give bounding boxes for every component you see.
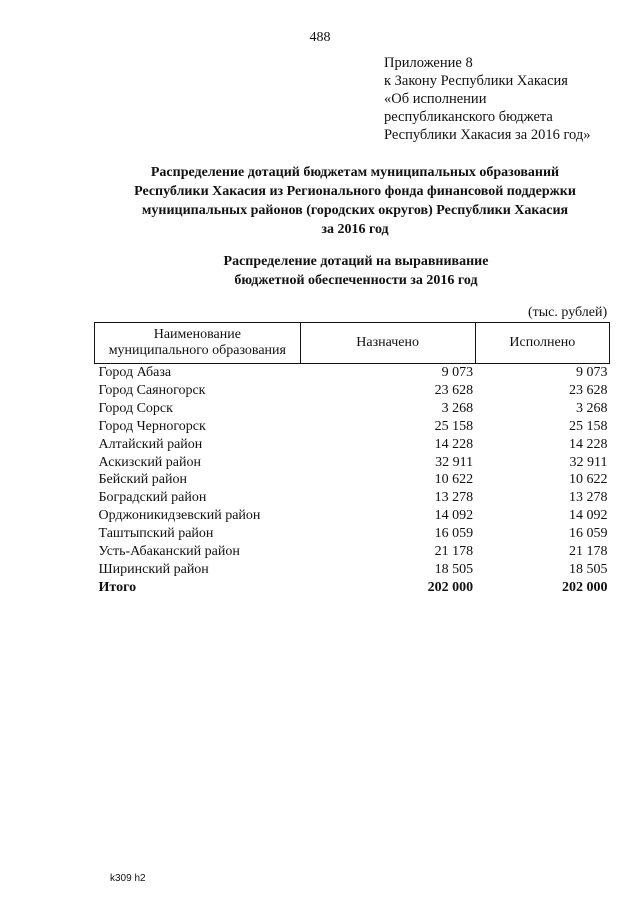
cell-planned: 10 622 — [434, 472, 474, 488]
header-executed: Исполнено — [475, 323, 609, 364]
cell-planned: 21 178 — [434, 544, 474, 560]
cell-name: Итого — [98, 579, 137, 595]
table-row — [95, 471, 610, 489]
table-row — [95, 364, 610, 382]
footer-code: k309 h2 — [110, 873, 146, 884]
cell-planned: 9 073 — [441, 365, 474, 380]
cell-executed: 32 911 — [569, 454, 608, 470]
table-row — [95, 436, 610, 454]
cell-planned: 18 505 — [434, 561, 474, 577]
cell-name: Боградский район — [98, 490, 207, 506]
table-row — [95, 561, 610, 579]
cell-planned: 14 092 — [434, 508, 474, 524]
title-line: Республики Хакасия из Регионального фонда финансовой поддержки — [134, 184, 576, 199]
cell-name: Таштыпский район — [98, 526, 214, 542]
document-title — [0, 163, 640, 239]
cell-executed: 18 505 — [569, 561, 608, 577]
cell-planned: 23 628 — [434, 382, 474, 398]
cell-name: Орджоникидзевский район — [98, 508, 261, 524]
appendix-line: «Об исполнении — [384, 91, 487, 107]
section-title-line: Распределение дотаций на выравнивание — [223, 254, 489, 269]
appendix-block — [384, 54, 590, 144]
appendix-line: Приложение 8 — [384, 55, 473, 71]
cell-executed: 14 228 — [569, 436, 608, 452]
table-body — [95, 364, 610, 597]
cell-planned: 14 228 — [434, 436, 474, 452]
header-name-line2: муниципального образования — [108, 343, 286, 358]
section-title — [0, 252, 640, 290]
table-total-row — [95, 579, 610, 597]
table-row — [95, 543, 610, 561]
cell-planned: 3 268 — [441, 400, 474, 416]
cell-executed: 25 158 — [569, 418, 608, 434]
cell-name: Город Абаза — [98, 365, 172, 380]
cell-executed: 3 268 — [576, 400, 608, 416]
cell-name: Город Черногорск — [98, 418, 206, 434]
cell-executed: 202 000 — [562, 579, 608, 595]
table-row — [95, 382, 610, 400]
title-line: за 2016 год — [321, 222, 389, 237]
cell-executed: 23 628 — [569, 382, 608, 398]
table-row — [95, 400, 610, 418]
cell-planned: 25 158 — [434, 418, 474, 434]
appendix-line: к Закону Республики Хакасия — [384, 73, 568, 89]
title-line: Распределение дотаций бюджетам муниципальных образований — [150, 165, 560, 180]
section-title-line: бюджетной обеспеченности за 2016 год — [234, 273, 478, 288]
page-number: 488 — [309, 30, 331, 45]
table-row — [95, 454, 610, 472]
cell-planned: 16 059 — [434, 526, 474, 542]
table-row — [95, 525, 610, 543]
cell-name: Алтайский район — [98, 436, 203, 452]
table-row — [95, 418, 610, 436]
cell-executed: 14 092 — [569, 508, 608, 524]
cell-executed: 13 278 — [569, 490, 608, 506]
table-row — [95, 507, 610, 525]
cell-name: Усть-Абаканский район — [98, 544, 240, 560]
table-row — [95, 489, 610, 507]
header-name-line1: Наименование — [153, 327, 241, 342]
cell-planned: 202 000 — [427, 579, 474, 595]
table-header-row — [95, 323, 610, 364]
cell-executed: 21 178 — [569, 544, 608, 560]
cell-planned: 32 911 — [435, 454, 474, 470]
cell-name: Город Сорск — [98, 400, 173, 416]
appendix-line: республиканского бюджета — [384, 109, 553, 125]
cell-planned: 13 278 — [434, 490, 474, 506]
header-name — [95, 323, 301, 364]
appendix-line: Республики Хакасия за 2016 год» — [384, 127, 591, 143]
subsidy-table — [94, 322, 610, 597]
cell-name: Бейский район — [98, 472, 187, 488]
title-line: муниципальных районов (городских округов) Республики Хакасия — [141, 203, 569, 218]
units-label: (тыс. рублей) — [528, 305, 608, 320]
header-planned: Назначено — [300, 323, 475, 364]
cell-name: Город Саяногорск — [98, 382, 206, 398]
cell-name: Ширинский район — [98, 561, 209, 577]
cell-executed: 9 073 — [576, 365, 608, 380]
cell-executed: 16 059 — [569, 526, 608, 542]
cell-executed: 10 622 — [569, 472, 608, 488]
cell-name: Аскизский район — [98, 454, 201, 470]
